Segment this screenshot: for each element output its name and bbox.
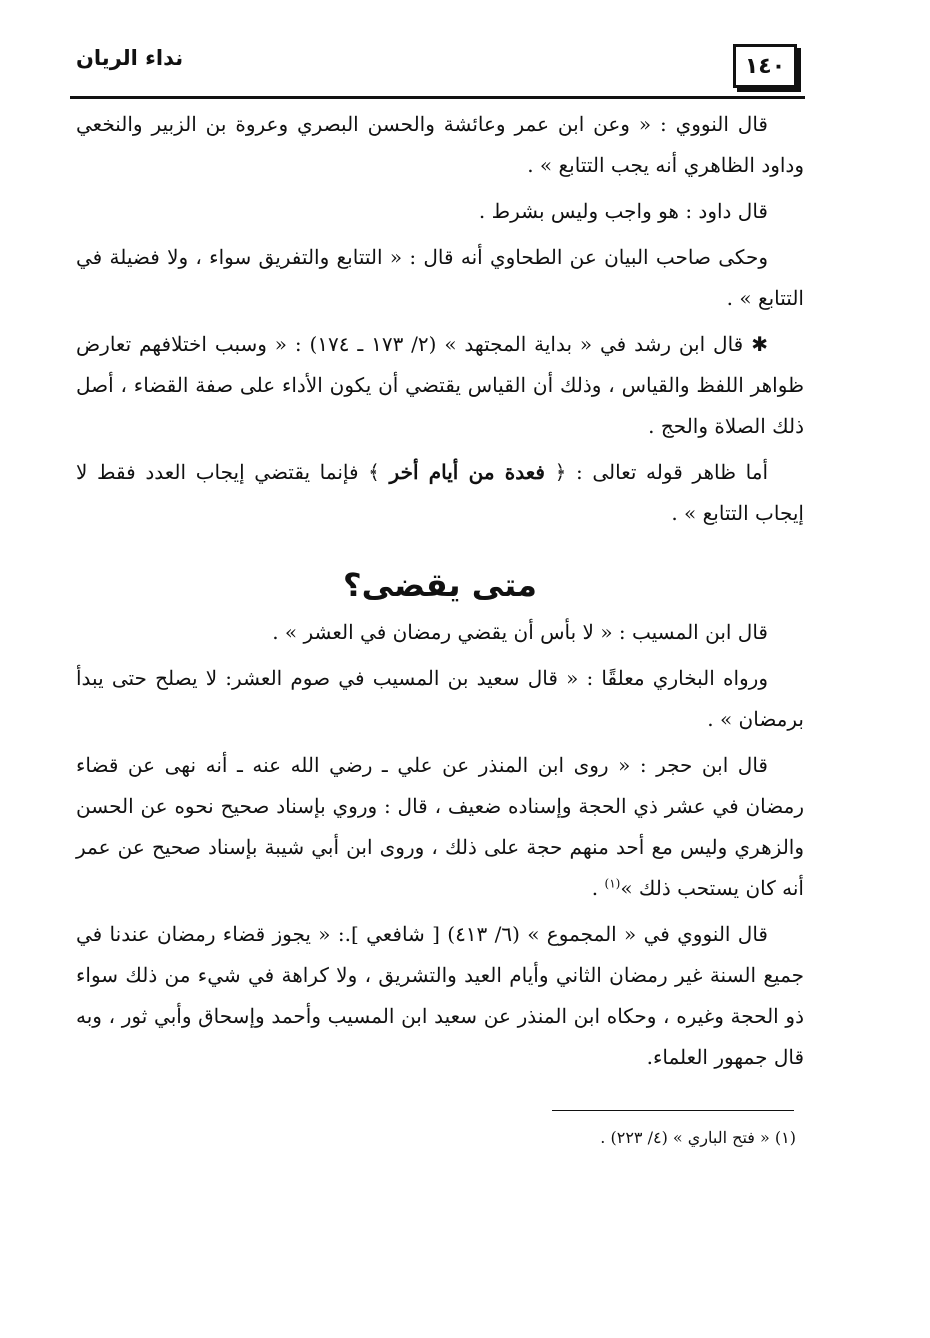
- paragraph-nawawi: قال النووي : « وعن ابن عمر وعائشة والحسن البصري وعروة بن الزبير والنخعي وداود الظاهري أنه يجب التتابع » .: [76, 112, 804, 177]
- quran-verse: فعدة من أيام أخر: [389, 460, 545, 484]
- running-title: نداء الريان: [76, 46, 184, 70]
- section-heading: متى يقضى؟: [343, 566, 537, 604]
- footnote: (١) « فتح الباري » (٤/ ٢٢٣) .: [600, 1128, 796, 1147]
- paragraph-tahawi: وحكى صاحب البيان عن الطحاوي أنه قال : « التتابع والتفريق سواء ، ولا فضيلة في التتابع » .: [76, 245, 804, 310]
- paragraph-quran: أما ظاهر قوله تعالى : ﴿ فعدة من أيام أخر ﴾ فإنما يقتضي إيجاب العدد فقط لا إيجاب التتابع » .: [76, 460, 804, 525]
- paragraph-bukhari: ورواه البخاري معلقًا : « قال سعيد بن المسيب في صوم العشر: لا يصلح حتى يبدأ برمضان » .: [76, 666, 804, 731]
- paragraph-dawud: قال داود : هو واجب وليس بشرط .: [478, 199, 768, 223]
- page-number: ١٤٠: [733, 44, 797, 88]
- header-rule: [70, 96, 805, 99]
- paragraph-ibn-musayyib: قال ابن المسيب : « لا بأس أن يقضي رمضان في العشر » .: [272, 620, 768, 644]
- paragraph-ibn-hajar: قال ابن حجر : « روى ابن المنذر عن علي ـ رضي الله عنه ـ أنه نهى عن قضاء رمضان في عشر ذي الحجة وإسناده ضعيف ، قال : وروي بإسناد صحيح نحوه عن الحسن والزهري وليس مع أحد منهم حجة على ذلك ، وروى ابن أبي شيبة بإسناد صحيح عن عمر أنه كان يستحب ذلك »$^{(١)}$ .: [76, 753, 804, 900]
- asterisk-icon: ✱: [751, 332, 768, 356]
- paragraph-ibn-rushd: ✱قال ابن رشد في « بداية المجتهد » (٢/ ١٧٣ ـ ١٧٤) : « وسبب اختلافهم تعارض ظواهر اللفظ والقياس ، وذلك أن القياس يقتضي أن يكون الأداء على صفة القضاء ، أصل ذلك الصلاة والحج .: [76, 332, 804, 438]
- page-header: [70, 38, 805, 100]
- paragraph-majmu: قال النووي في « المجموع » (٦/ ٤١٣) [ شافعي ].: « يجوز قضاء رمضان عندنا في جميع السنة غير رمضان الثاني وأيام العيد والتشريق ، ولا كراهة في شيء من ذلك سواء ذو الحجة وغيره ، وحكاه ابن المنذر عن سعيد ابن المسيب وأحمد وإسحاق وأبي ثور ، وبه قال جمهور العلماء.: [76, 922, 804, 1069]
- main-text: [76, 104, 804, 1083]
- footnote-reference[interactable]: (١): [604, 876, 621, 891]
- footnote-rule: [552, 1110, 794, 1111]
